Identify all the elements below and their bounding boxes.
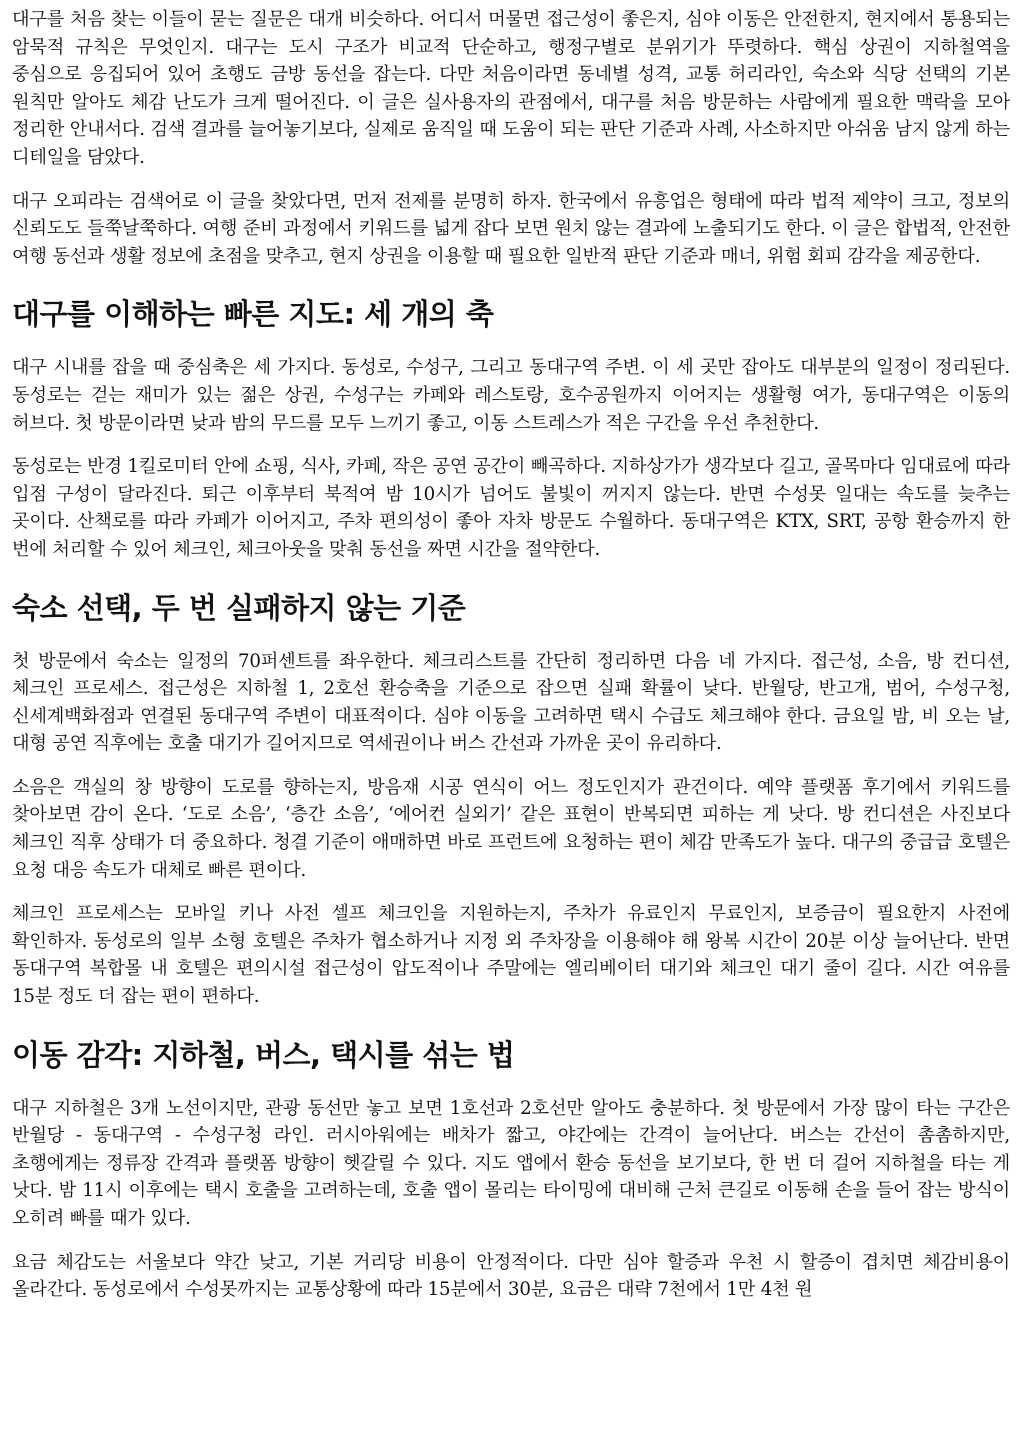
section-paragraph: 체크인 프로세스는 모바일 키나 사전 셀프 체크인을 지원하는지, 주차가 유료인지 무료인지, 보증금이 필요한지 사전에 확인하자. 동성로의 일부 소형 호텔은 주차가 협소하거나 지정 외 주차장을 이용해야 해 왕복 시간이 20분 이상 늘어난다. 반면 동대구역 복합몰 내 호텔은 편의시설 접근성이 압도적이나 주말에는 엘리베이터 대기와 체크인 대기 줄이 길다. 시간 여유를 15분 정도 더 잡는 편이 편하다. xyxy=(12,903,1010,1008)
section-paragraph: 소음은 객실의 창 방향이 도로를 향하는지, 방음재 시공 연식이 어느 정도인지가 관건이다. 예약 플랫폼 후기에서 키워드를 찾아보면 감이 온다. ‘도로 소음’, ‘층간 소음’, ‘에어컨 실외기’ 같은 표현이 반복되면 피하는 게 낫다. 방 컨디션은 사진보다 체크인 직후 상태가 더 중요하다. 청결 기준이 애매하면 바로 프런트에 요청하는 편이 체감 만족도가 높다. 대구의 중급급 호텔은 요청 대응 속도가 대체로 빠른 편이다. xyxy=(12,776,1010,881)
section-paragraph: 요금 체감도는 서울보다 약간 낮고, 기본 거리당 비용이 안정적이다. 다만 심야 할증과 우천 시 할증이 겹치면 체감비용이 올라간다. 동성로에서 수성못까지는 교통상황에 따라 15분에서 30분, 요금은 대략 7천에서 1만 4천 원 xyxy=(12,1251,1010,1301)
section-paragraph: 대구 시내를 잡을 때 중심축은 세 가지다. 동성로, 수성구, 그리고 동대구역 주변. 이 세 곳만 잡아도 대부분의 일정이 정리된다. 동성로는 걷는 재미가 있는 젊은 상권, 수성구는 카페와 레스토랑, 호수공원까지 이어지는 생활형 여가, 동대구역은 이동의 허브다. 첫 방문이라면 낮과 밤의 무드를 모두 느끼기 좋고, 이동 스트레스가 적은 구간을 우선 추천한다. xyxy=(12,357,1010,434)
section-heading: 이동 감각: 지하철, 버스, 택시를 섞는 법 xyxy=(12,1037,515,1072)
section-paragraph: 동성로는 반경 1킬로미터 안에 쇼핑, 식사, 카페, 작은 공연 공간이 빼곡하다. 지하상가가 생각보다 길고, 골목마다 임대료에 따라 입점 구성이 달라진다. 퇴근 이후부터 북적여 밤 10시가 넘어도 불빛이 꺼지지 않는다. 반면 수성못 일대는 속도를 늦추는 곳이다. 산책로를 따라 카페가 이어지고, 주차 편의성이 좋아 자차 방문도 수월하다. 동대구역은 KTX, SRT, 공항 환승까지 한 번에 처리할 수 있어 체크인, 체크아웃을 맞춰 동선을 짜면 시간을 절약한다. xyxy=(12,456,1010,560)
section-paragraph: 대구 지하철은 3개 노선이지만, 관광 동선만 놓고 보면 1호선과 2호선만 알아도 충분하다. 첫 방문에서 가장 많이 타는 구간은 반월당 - 동대구역 - 수성구청 라인. 러시아워에는 배차가 짧고, 야간에는 간격이 늘어난다. 버스는 간선이 촘촘하지만, 초행에게는 정류장 간격과 플랫폼 방향이 헷갈릴 수 있다. 지도 앱에서 환승 동선을 보기보다, 한 번 더 걸어 지하철을 타는 게 낫다. 밤 11시 이후에는 택시 호출을 고려하는데, 호출 앱이 몰리는 타이밍에 대비해 근처 큰길로 이동해 손을 들어 잡는 방식이 오히려 빠를 때가 있다. xyxy=(12,1097,1010,1229)
intro-paragraph: 대구를 처음 찾는 이들이 묻는 질문은 대개 비슷하다. 어디서 머물면 접근성이 좋은지, 심야 이동은 안전한지, 현지에서 통용되는 암묵적 규칙은 무엇인지. 대구는 도시 구조가 비교적 단순하고, 행정구별로 분위기가 뚜렷하다. 핵심 상권이 지하철역을 중심으로 응집되어 있어 초행도 금방 동선을 잡는다. 다만 처음이라면 동네별 성격, 교통 허리라인, 숙소와 식당 선택의 기본 원칙만 알아도 체감 난도가 크게 떨어진다. 이 글은 실사용자의 관점에서, 대구를 처음 방문하는 사람에게 필요한 맥락을 모아 정리한 안내서다. 검색 결과를 늘어놓기보다, 실제로 움직일 때 도움이 되는 판단 기준과 사례, 사소하지만 아쉬움 남지 않게 하는 디테일을 담았다. xyxy=(12,9,1010,168)
section-heading: 대구를 이해하는 빠른 지도: 세 개의 축 xyxy=(12,297,494,332)
section-heading: 숙소 선택, 두 번 실패하지 않는 기준 xyxy=(12,590,466,625)
section-paragraph: 첫 방문에서 숙소는 일정의 70퍼센트를 좌우한다. 체크리스트를 간단히 정리하면 다음 네 가지다. 접근성, 소음, 방 컨디션, 체크인 프로세스. 접근성은 지하철 1, 2호선 환승축을 기준으로 잡으면 실패 확률이 낮다. 반월당, 반고개, 범어, 수성구청, 신세계백화점과 연결된 동대구역 주변이 대표적이다. 심야 이동을 고려하면 택시 수급도 체크해야 한다. 금요일 밤, 비 오는 날, 대형 공연 직후에는 호출 대기가 길어지므로 역세권이나 버스 간선과 가까운 곳이 유리하다. xyxy=(12,650,1010,755)
intro-paragraph: 대구 오피라는 검색어로 이 글을 찾았다면, 먼저 전제를 분명히 하자. 한국에서 유흥업은 형태에 따라 법적 제약이 크고, 정보의 신뢰도도 들쭉날쭉하다. 여행 준비 과정에서 키워드를 넓게 잡다 보면 원치 않는 결과에 노출되기도 한다. 이 글은 합법적, 안전한 여행 동선과 생활 정보에 초점을 맞추고, 현지 상권을 이용할 때 필요한 일반적 판단 기준과 매너, 위험 회피 감각을 제공한다. xyxy=(12,190,1010,267)
